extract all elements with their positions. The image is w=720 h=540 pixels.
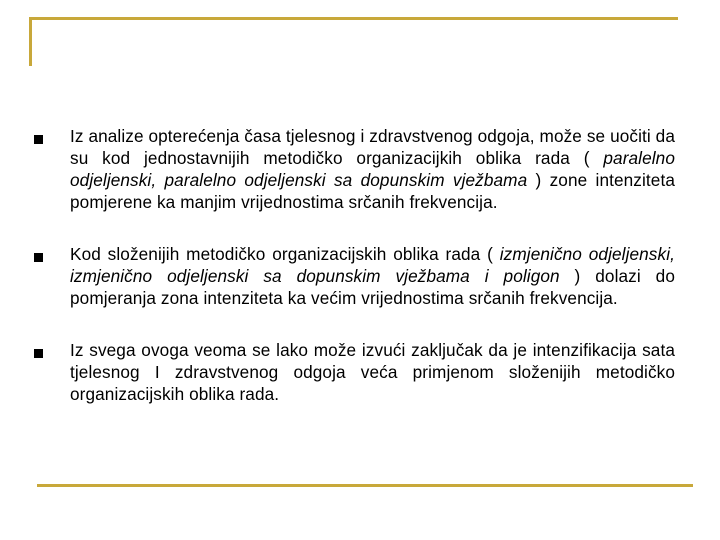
bullet-text	[70, 339, 675, 405]
bullet-text	[70, 125, 675, 213]
bullet-item-3	[30, 339, 675, 405]
square-bullet-icon	[34, 349, 43, 358]
text-run: ) dolazi do pomjeranja zona intenziteta ka većim vrijednostima srčanih frekvencija.	[70, 266, 675, 308]
text-run-italic: paralelno odjeljenski, paralelno odjeljenski sa dopunskim vježbama	[70, 148, 675, 190]
bullet-item-1	[30, 125, 675, 213]
square-bullet-icon	[34, 135, 43, 144]
text-run-italic: izmjenično odjeljenski, izmjenično odjeljenski sa dopunskim vježbama i poligon	[70, 244, 675, 286]
text-run: Kod složenijih metodičko organizacijskih oblika rada (	[70, 244, 500, 264]
square-bullet-icon	[34, 253, 43, 262]
frame-top-line	[29, 17, 678, 20]
frame-left-line	[29, 17, 32, 66]
frame-bottom-line	[37, 484, 693, 487]
text-run: Iz analize opterećenja časa tjelesnog i zdravstvenog odgoja, može se uočiti da su kod jednostavnijih metodičko organizacijkih oblika rada (	[70, 126, 675, 168]
bullet-item-2	[30, 243, 675, 309]
text-run: Iz svega ovoga veoma se lako može izvući zaključak da je intenzifikacija sata tjelesnog I zdravstvenog odgoja veća primjenom složenijih metodičko organizacijskih oblika rada.	[70, 340, 675, 404]
text-run: ) zone intenziteta pomjerene ka manjim vrijednostima srčanih frekvencija.	[70, 170, 675, 212]
bullet-list	[30, 125, 675, 435]
bullet-text	[70, 243, 675, 309]
